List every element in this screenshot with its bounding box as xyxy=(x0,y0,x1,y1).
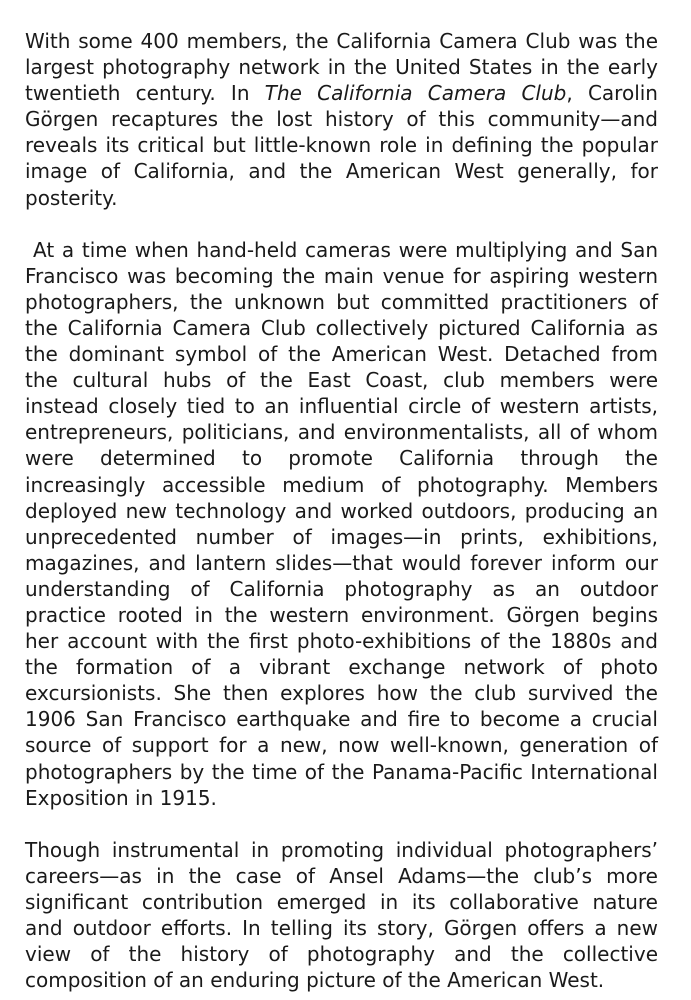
paragraph-conclusion: Though instrumental in promoting individual photographers’ careers—as in the case of Ansel Adams—the club’s more significant contribution emerged in its collaborative nature and outdoor efforts. In telling its story, Görgen offers a new view of the history of photography and the collective composition of an enduring picture of the American West. xyxy=(25,837,658,993)
book-description xyxy=(25,28,658,993)
book-title: The California Camera Club xyxy=(264,81,567,106)
intro-text-start: With some 400 members, the California Camera Club was the largest photography network in the United States in the early twentieth century. In xyxy=(25,29,658,106)
intro-text-end: , Carolin Görgen recaptures the lost history of this community—and reveals its critical but little-known role in defining the popular image of California, and the American West generally, for posterity. xyxy=(25,81,658,210)
paragraph-history: At a time when hand-held cameras were multiplying and San Francisco was becoming the main venue for aspiring western photographers, the unknown but committed practitioners of the California Camera Club collectively pictured California as the dominant symbol of the American West. Detached from the cultural hubs of the East Coast, club members were instead closely tied to an influential circle of western artists, entrepreneurs, politicians, and environmentalists, all of whom were determined to promote California through the increasingly accessible medium of photography. Members deployed new technology and worked outdoors, producing an unprecedented number of images—in prints, exhibitions, magazines, and lantern slides—that would forever inform our understanding of California photography as an outdoor practice rooted in the western environment. Görgen begins her account with the first photo-exhibitions of the 1880s and the formation of a vibrant exchange network of photo excursionists. She then explores how the club survived the 1906 San Francisco earthquake and fire to become a crucial source of support for a new, now well-known, generation of photographers by the time of the Panama-Pacific International Exposition in 1915. xyxy=(25,237,658,810)
paragraph-intro xyxy=(25,28,658,211)
